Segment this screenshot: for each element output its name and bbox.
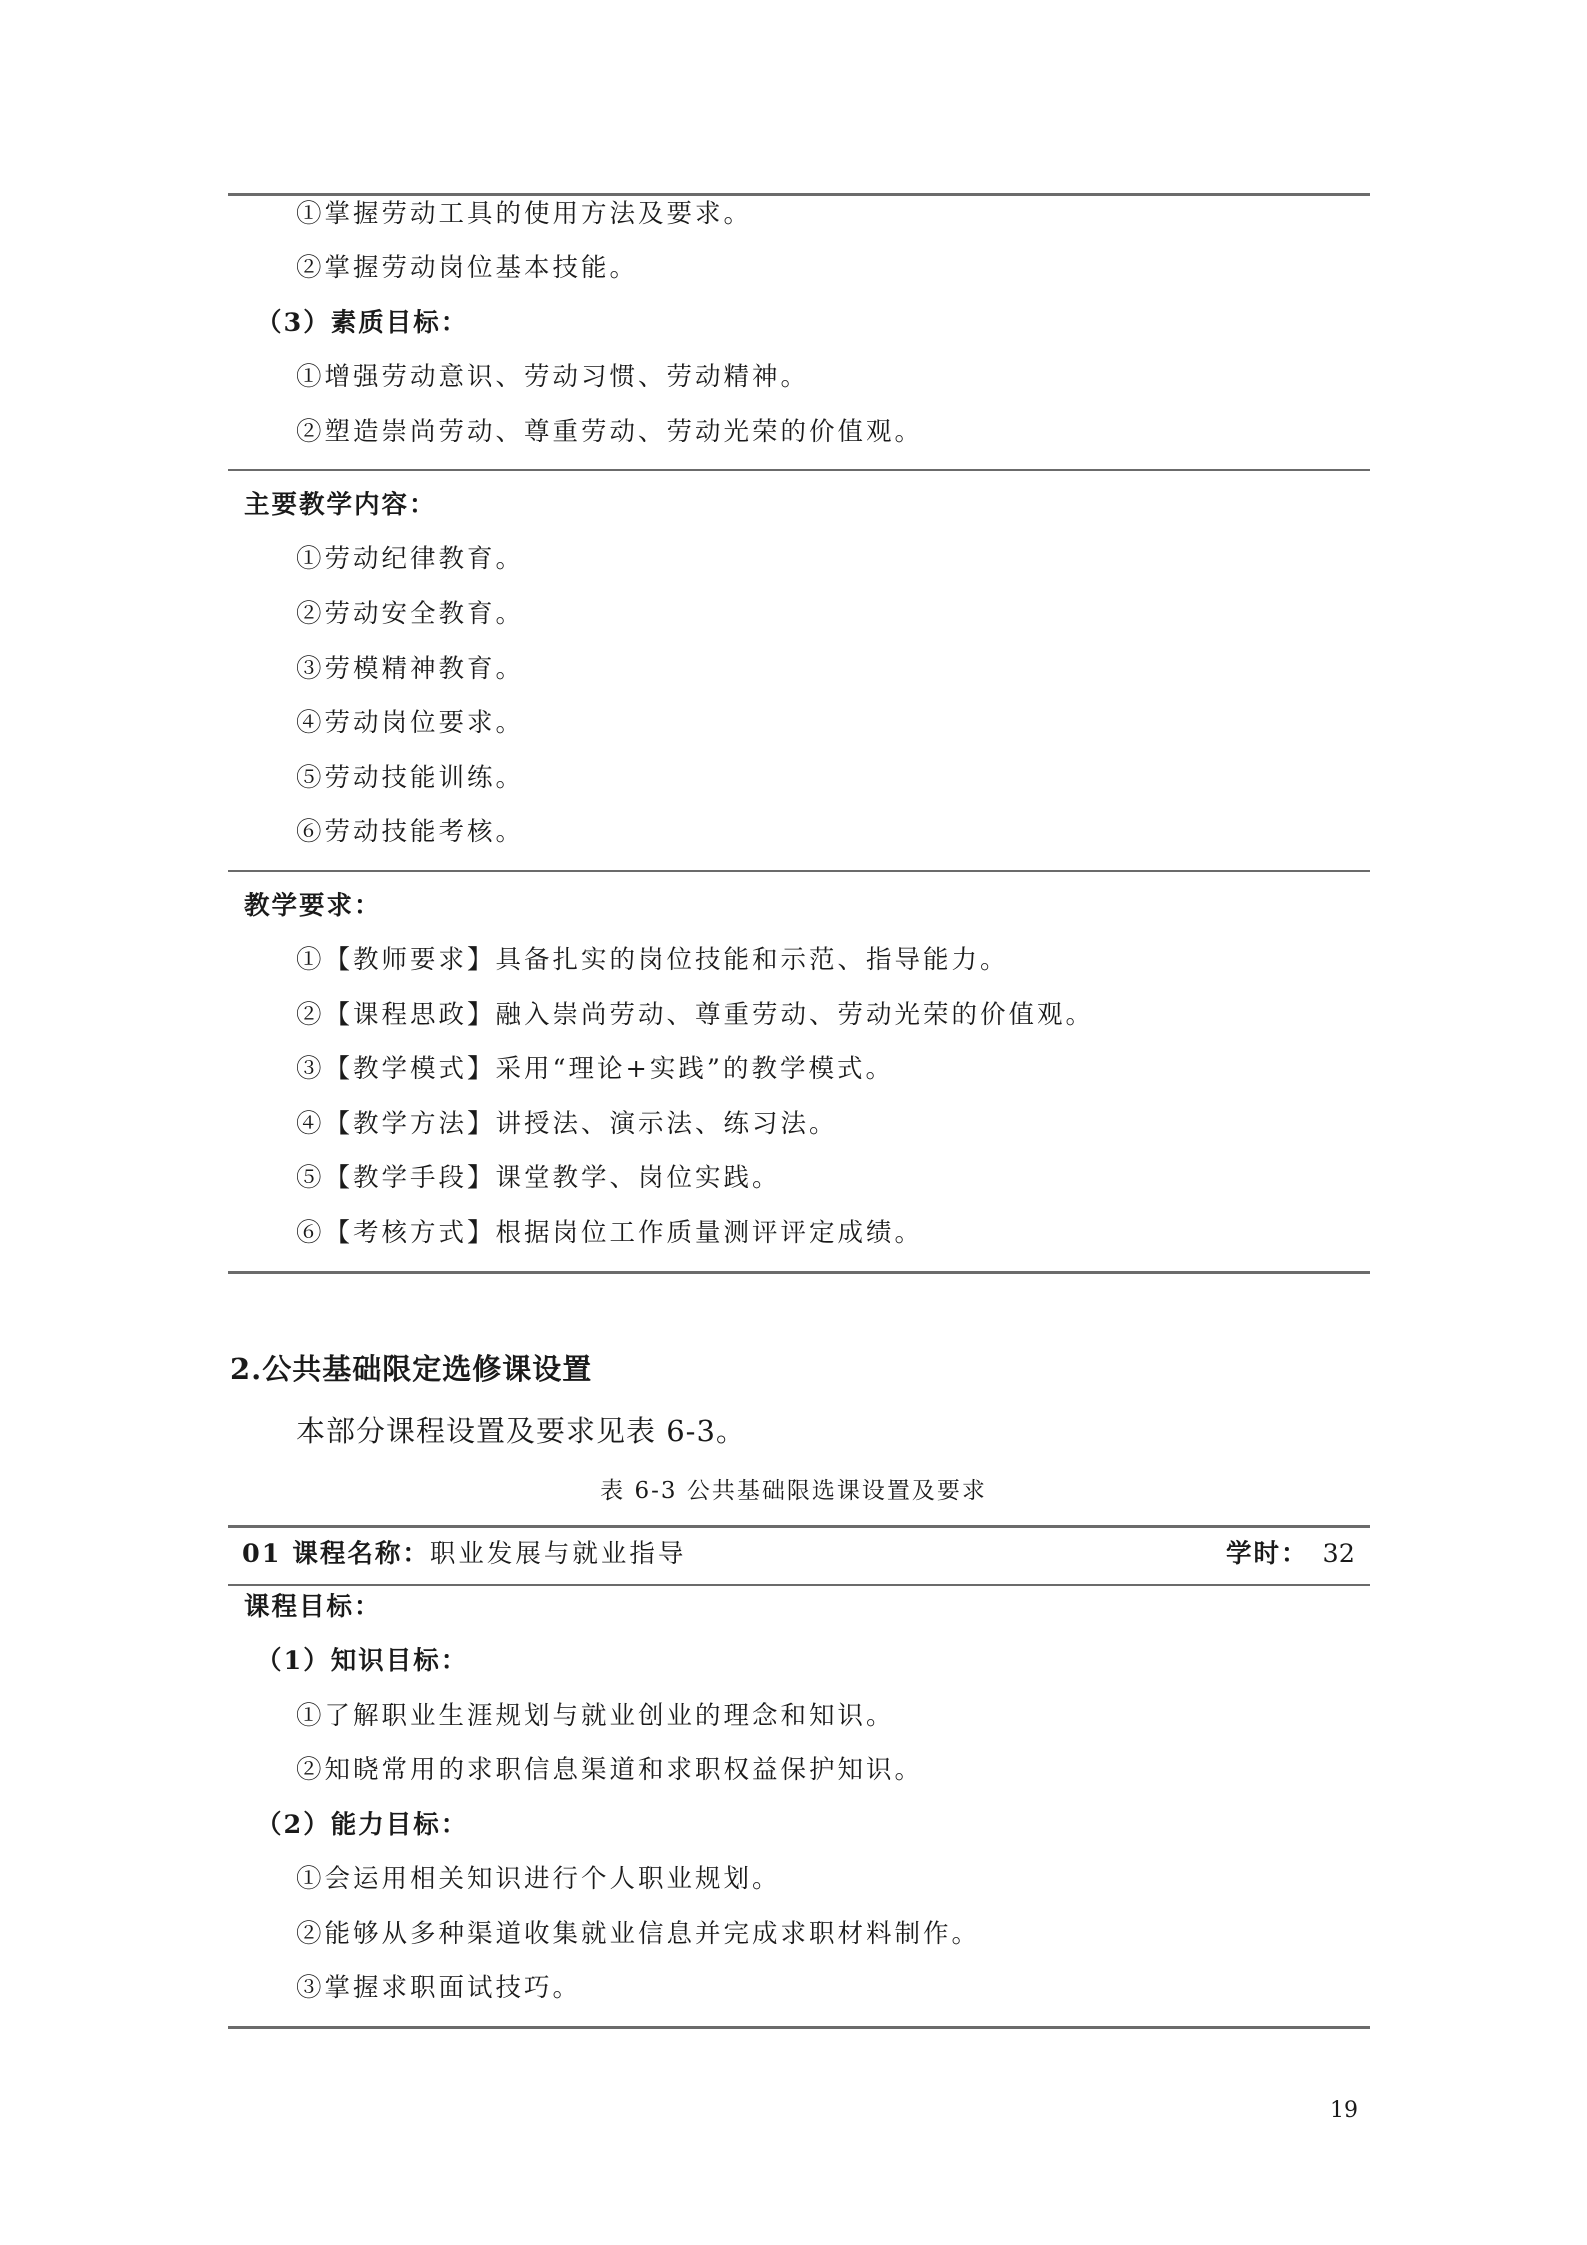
list-item: ①劳动纪律教育。 — [296, 544, 525, 574]
table-bottom-rule — [228, 2026, 1370, 2029]
row-divider — [228, 469, 1370, 471]
list-item: ⑤【教学手段】课堂教学、岗位实践。 — [296, 1163, 781, 1193]
list-item: ③【教学模式】采用“理论+实践”的教学模式。 — [296, 1054, 894, 1084]
quality-objectives-label: （3）素质目标： — [256, 308, 469, 338]
knowledge-objectives-label: （1）知识目标： — [256, 1646, 469, 1676]
hours-value: 32 — [1322, 1539, 1355, 1569]
list-item: ⑤劳动技能训练。 — [296, 763, 525, 793]
list-item: ②塑造崇尚劳动、尊重劳动、劳动光荣的价值观。 — [296, 417, 924, 447]
teaching-requirements-label: 教学要求： — [244, 891, 382, 921]
section-heading: 2.公共基础限定选修课设置 — [230, 1352, 593, 1386]
teaching-content-label: 主要教学内容： — [244, 490, 437, 520]
list-item: ③掌握求职面试技巧。 — [296, 1973, 582, 2003]
row-divider — [228, 1584, 1370, 1586]
table-bottom-rule — [228, 1271, 1370, 1274]
list-item: ①【教师要求】具备扎实的岗位技能和示范、指导能力。 — [296, 945, 1009, 975]
list-item: ④劳动岗位要求。 — [296, 708, 525, 738]
list-item: ①增强劳动意识、劳动习惯、劳动精神。 — [296, 362, 810, 392]
list-item: ②【课程思政】融入崇尚劳动、尊重劳动、劳动光荣的价值观。 — [296, 1000, 1095, 1030]
table-caption: 表 6-3 公共基础限选课设置及要求 — [600, 1478, 987, 1504]
list-item: ①会运用相关知识进行个人职业规划。 — [296, 1864, 781, 1894]
list-item: ②掌握劳动岗位基本技能。 — [296, 253, 639, 283]
list-item: ⑥劳动技能考核。 — [296, 817, 525, 847]
list-item: ①了解职业生涯规划与就业创业的理念和知识。 — [296, 1701, 895, 1731]
body-paragraph: 本部分课程设置及要求见表 6-3。 — [296, 1414, 746, 1448]
ability-objectives-label: （2）能力目标： — [256, 1810, 469, 1840]
list-item: ②劳动安全教育。 — [296, 599, 525, 629]
course-name-row — [242, 1536, 686, 1572]
course-objectives-label: 课程目标： — [244, 1592, 382, 1622]
list-item: ⑥【考核方式】根据岗位工作质量测评评定成绩。 — [296, 1218, 924, 1248]
list-item: ①掌握劳动工具的使用方法及要求。 — [296, 199, 753, 229]
table-top-rule — [228, 1525, 1370, 1528]
list-item: ④【教学方法】讲授法、演示法、练习法。 — [296, 1109, 838, 1139]
row-divider — [228, 870, 1370, 872]
list-item: ②知晓常用的求职信息渠道和求职权益保护知识。 — [296, 1755, 924, 1785]
page-number: 19 — [1330, 2098, 1358, 2123]
course-hours — [1226, 1536, 1355, 1572]
list-item: ③劳模精神教育。 — [296, 654, 525, 684]
course-name-label: 01 课程名称： — [242, 1539, 430, 1569]
course-name-value: 职业发展与就业指导 — [429, 1539, 687, 1569]
hours-label: 学时： — [1226, 1539, 1309, 1569]
list-item: ②能够从多种渠道收集就业信息并完成求职材料制作。 — [296, 1919, 981, 1949]
